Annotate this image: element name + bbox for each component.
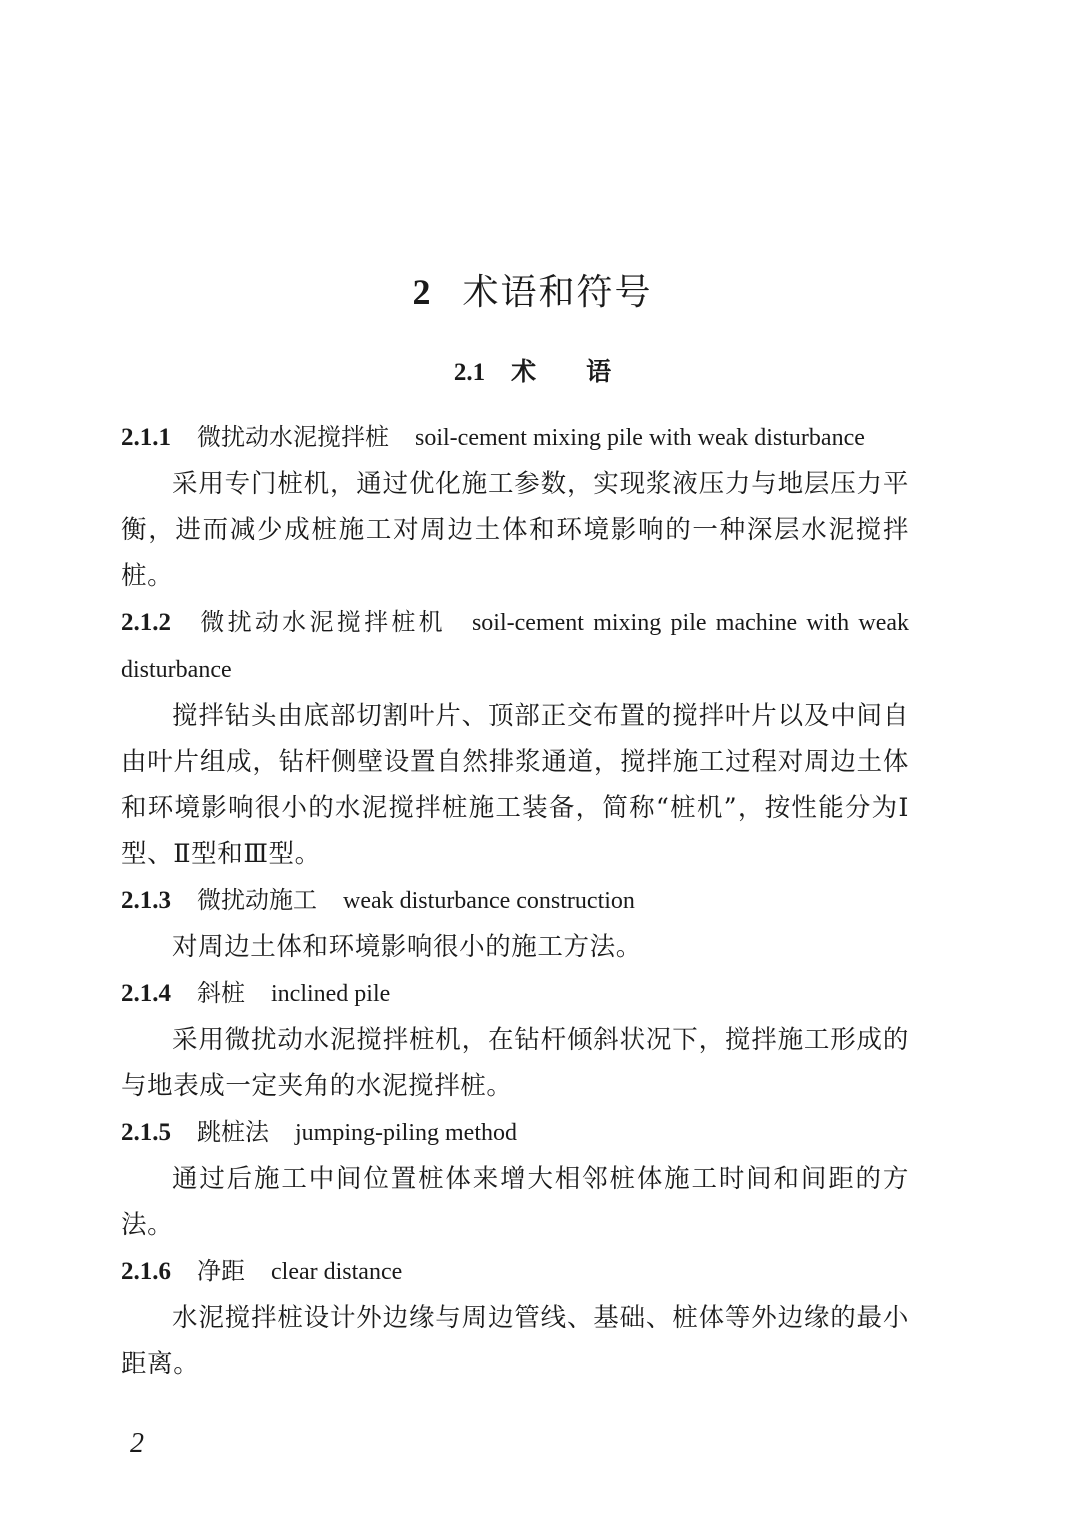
term-heading bbox=[121, 1109, 909, 1156]
term-number: 2.1.2 bbox=[121, 609, 171, 636]
term-english: inclined pile bbox=[271, 981, 391, 1007]
term-english: soil-cement mixing pile with weak disturbance bbox=[415, 425, 865, 451]
term-heading bbox=[121, 1248, 909, 1295]
term-number: 2.1.6 bbox=[121, 1258, 171, 1285]
term-english: weak disturbance construction bbox=[343, 888, 635, 914]
term-chinese: 微扰动施工 bbox=[197, 886, 317, 914]
term-english: jumping-piling method bbox=[295, 1120, 517, 1146]
term-definition: 采用专门桩机，通过优化施工参数，实现浆液压力与地层压力平衡，进而减少成桩施工对周边土体和环境影响的一种深层水泥搅拌桩。 bbox=[121, 469, 909, 591]
chapter-number: 2 bbox=[412, 272, 433, 312]
term-english: soil-cement mixing pile machine with weak disturbance bbox=[121, 610, 909, 683]
term-heading bbox=[121, 877, 909, 924]
term-heading bbox=[121, 414, 909, 461]
term-english: clear distance bbox=[271, 1259, 403, 1285]
term-heading bbox=[121, 599, 909, 693]
term-number: 2.1.1 bbox=[121, 424, 171, 451]
term-number: 2.1.5 bbox=[121, 1119, 171, 1146]
term-chinese: 微扰动水泥搅拌桩机 bbox=[197, 608, 446, 636]
term-chinese: 微扰动水泥搅拌桩 bbox=[197, 423, 389, 451]
term-definition: 通过后施工中间位置桩体来增大相邻桩体施工时间和间距的方法。 bbox=[121, 1164, 909, 1240]
section-title-part2: 语 bbox=[586, 357, 612, 386]
section-number: 2.1 bbox=[453, 359, 486, 386]
term-heading bbox=[121, 970, 909, 1017]
chapter-title bbox=[0, 264, 1065, 321]
term-chinese: 斜桩 bbox=[197, 979, 245, 1007]
term-number: 2.1.4 bbox=[121, 980, 171, 1007]
term-chinese: 跳桩法 bbox=[197, 1118, 269, 1146]
section-title bbox=[0, 350, 1065, 395]
page-number: 2 bbox=[130, 1428, 144, 1459]
section-title-part1: 术 bbox=[511, 357, 537, 386]
chapter-title-text: 术语和符号 bbox=[462, 272, 653, 313]
term-definition: 采用微扰动水泥搅拌桩机，在钻杆倾斜状况下，搅拌施工形成的与地表成一定夹角的水泥搅拌桩。 bbox=[121, 1025, 909, 1101]
terms-list bbox=[121, 414, 909, 1387]
term-definition: 水泥搅拌桩设计外边缘与周边管线、基础、桩体等外边缘的最小距离。 bbox=[121, 1303, 909, 1379]
term-number: 2.1.3 bbox=[121, 887, 171, 914]
term-chinese: 净距 bbox=[197, 1257, 245, 1285]
term-definition: 搅拌钻头由底部切割叶片、顶部正交布置的搅拌叶片以及中间自由叶片组成，钻杆侧壁设置自然排浆通道，搅拌施工过程对周边土体和环境影响很小的水泥搅拌桩施工装备，简称“桩机”，按性能分为Ⅰ型、Ⅱ型和Ⅲ型。 bbox=[121, 701, 909, 869]
term-definition: 对周边土体和环境影响很小的施工方法。 bbox=[172, 932, 642, 962]
